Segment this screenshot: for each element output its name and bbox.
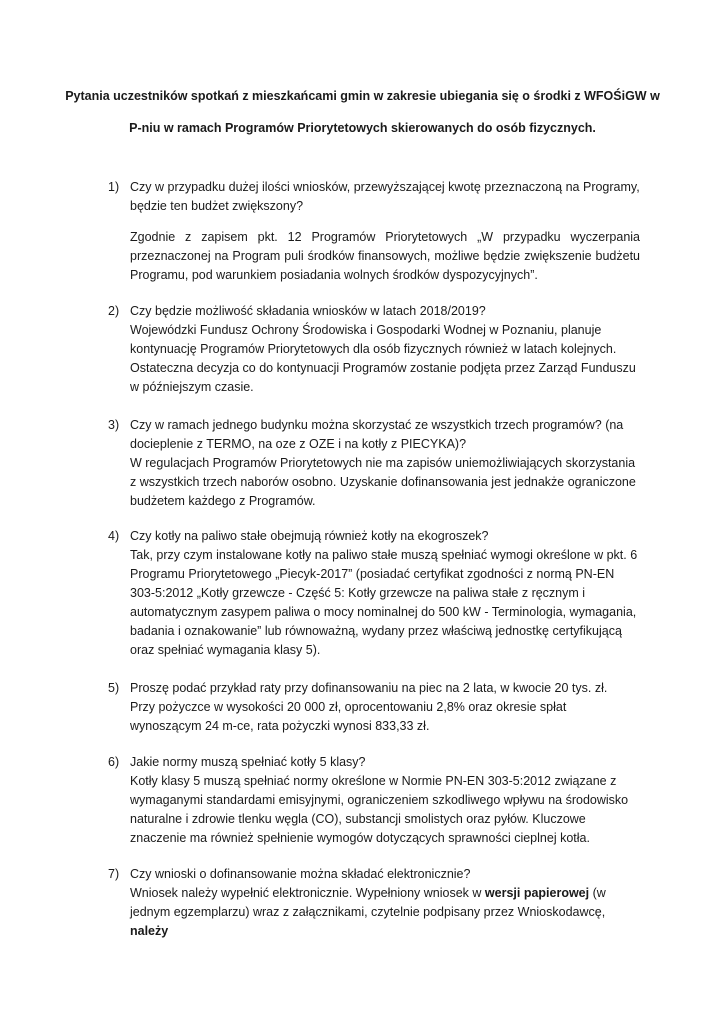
question-text: Czy w ramach jednego budynku można skorzystać ze wszystkich trzech programów? (na docieplenie z TERMO, na oze z OZE i na kotły z PIECYKA)? [130,418,624,451]
answer-text: Kotły klasy 5 muszą spełniać normy określone w Normie PN-EN 303-5:2012 związane z wymaganymi standardami emisyjnymi, ograniczeniem szkodliwego wpływu na środowisko naturalne i zdrowie tlenku węgla (CO), substancji smolistych oraz pyłów. Kluczowe znaczenie ma również spełnienie wymogów dotyczących sprawności cieplnej kotła. [130,774,629,845]
answer-text: Zgodnie z zapisem pkt. 12 Programów Priorytetowych „W przypadku wyczerpania przeznaczonej na Program puli środków finansowych, możliwe będzie zwiększenie budżetu Programu, pod warunkiem posiadania wolnych środków dyspozycyjnych”. [130,230,640,282]
question-text: Czy będzie możliwość składania wniosków w latach 2018/2019? [130,304,486,318]
question-text: Czy kotły na paliwo stałe obejmują również kotły na ekogroszek? [130,529,489,543]
question-text: Czy wnioski o dofinansowanie można składać elektronicznie? [130,867,471,881]
answer-emphasis-must: należy [130,924,169,938]
item-number: 4) [108,529,120,543]
document-title-line-2: P-niu w ramach Programów Priorytetowych skierowanych do osób fizycznych. [129,121,596,135]
answer-part: (w jednym egzemplarzu) wraz z załącznikami, czytelnie podpisany przez Wnioskodawcę, [130,886,606,919]
item-number: 7) [108,867,120,881]
question-text: Jakie normy muszą spełniać kotły 5 klasy? [130,755,366,769]
item-number: 5) [108,681,120,695]
document-title-line-1: Pytania uczestników spotkań z mieszkańcami gmin w zakresie ubiegania się o środki z WFOŚiGW w [65,89,660,103]
answer-emphasis-paper-version: wersji papierowej [484,886,590,900]
answer-text: W regulacjach Programów Priorytetowych nie ma zapisów uniemożliwiających skorzystania z wszystkich trzech naborów osobno. Uzyskanie dofinansowania jest jednakże ograniczone budżetem każdego z Programów. [130,456,636,508]
answer-text: Wojewódzki Fundusz Ochrony Środowiska i Gospodarki Wodnej w Poznaniu, planuje kontynuację Programów Priorytetowych dla osób fizycznych również w latach kolejnych. Ostateczna decyzja co do kontynuacji Programów zostanie podjęta przez Zarząd Funduszu w późniejszym czasie. [130,323,636,394]
item-number: 2) [108,304,120,318]
item-number: 3) [108,418,120,432]
answer-text: Przy pożyczce w wysokości 20 000 zł, oprocentowaniu 2,8% oraz okresie spłat wynoszącym 24 m-ce, rata pożyczki wynosi 833,33 zł. [130,700,567,733]
question-text: Proszę podać przykład raty przy dofinansowaniu na piec na 2 lata, w kwocie 20 tys. zł. [130,681,608,695]
answer-text [130,884,640,941]
item-number: 1) [108,180,120,194]
answer-part: Wniosek należy wypełnić elektronicznie. Wypełniony wniosek w [130,886,485,900]
answer-text: Tak, przy czym instalowane kotły na paliwo stałe muszą spełniać wymogi określone w pkt. 6 Programu Priorytetowego „Piecyk-2017” (posiadać certyfikat zgodności z normą PN-EN 303-5:2012 „Kotły grzewcze - Część 5: Kotły grzewcze na paliwa stałe z ręcznym i automatycznym zasypem paliwa o mocy nominalnej do 500 kW - Terminologia, wymagania, badania i oznakowanie” lub równoważną, wydany przez właściwą jednostkę certyfikującą oraz spełniać wymagania klasy 5). [130,548,638,657]
item-number: 6) [108,755,120,769]
question-text: Czy w przypadku dużej ilości wniosków, przewyższającej kwotę przeznaczoną na Programy, będzie ten budżet zwiększony? [130,180,640,213]
